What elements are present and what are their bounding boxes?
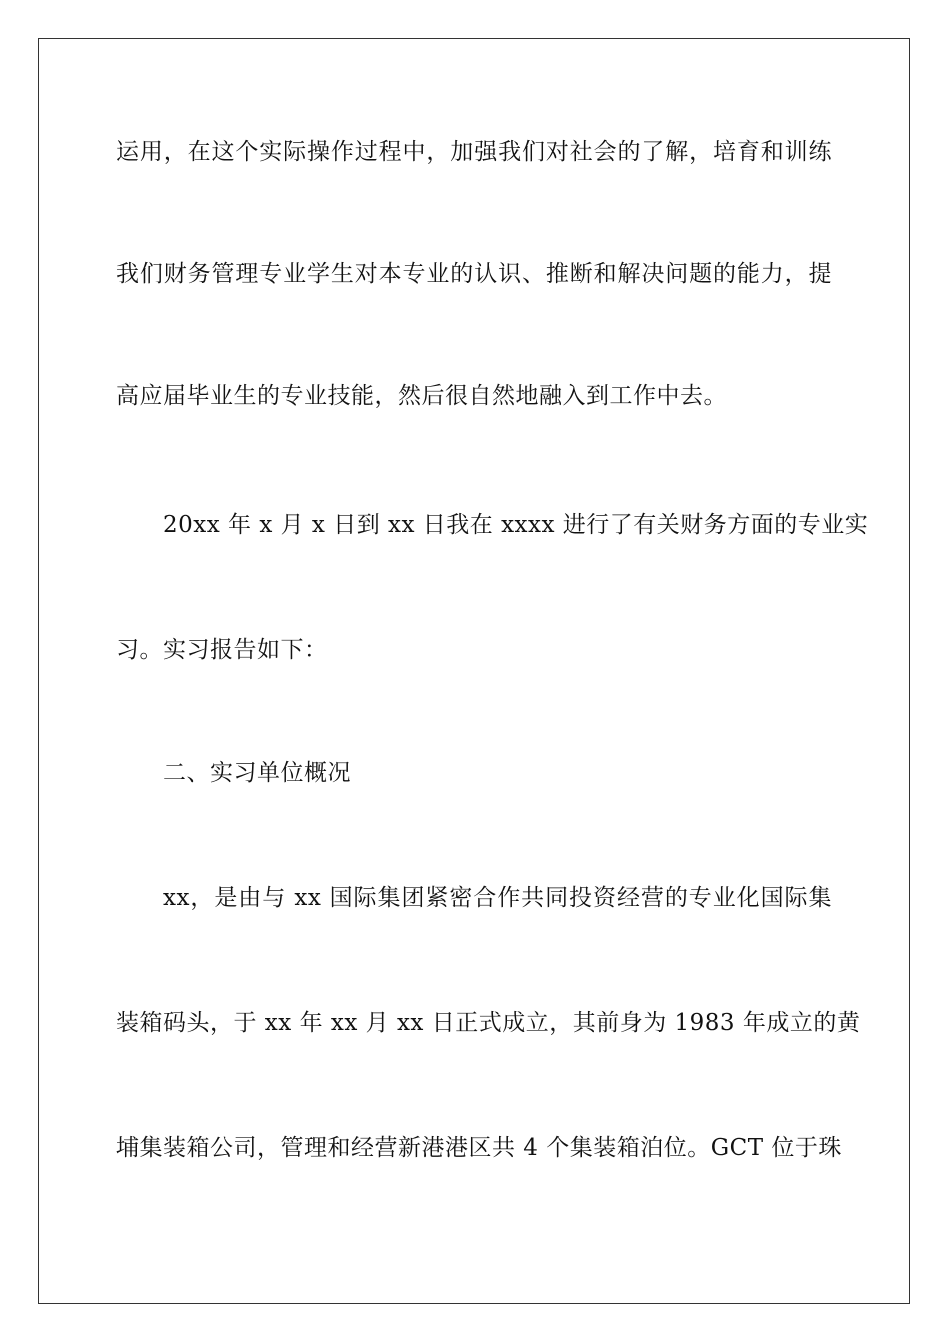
paragraph-line-1: 运用，在这个实际操作过程中，加强我们对社会的了解，培育和训练 bbox=[116, 139, 832, 165]
paragraph-line-9: 埔集装箱公司，管理和经营新港港区共 4 个集装箱泊位。GCT 位于珠 bbox=[116, 1135, 842, 1161]
paragraph-line-8: 装箱码头，于 xx 年 xx 月 xx 日正式成立，其前身为 1983 年成立的黄 bbox=[116, 1010, 861, 1036]
paragraph-line-2: 我们财务管理专业学生对本专业的认识、推断和解决问题的能力，提 bbox=[116, 261, 832, 287]
paragraph-line-3: 高应届毕业生的专业技能，然后很自然地融入到工作中去。 bbox=[116, 383, 727, 409]
page-border bbox=[38, 38, 910, 1304]
paragraph-line-7: xx，是由与 xx 国际集团紧密合作共同投资经营的专业化国际集 bbox=[163, 885, 832, 911]
paragraph-line-5: 习。实习报告如下： bbox=[116, 637, 328, 663]
paragraph-line-4: 20xx 年 x 月 x 日到 xx 日我在 xxxx 进行了有关财务方面的专业实 bbox=[163, 512, 869, 538]
section-heading: 二、实习单位概况 bbox=[163, 760, 351, 786]
